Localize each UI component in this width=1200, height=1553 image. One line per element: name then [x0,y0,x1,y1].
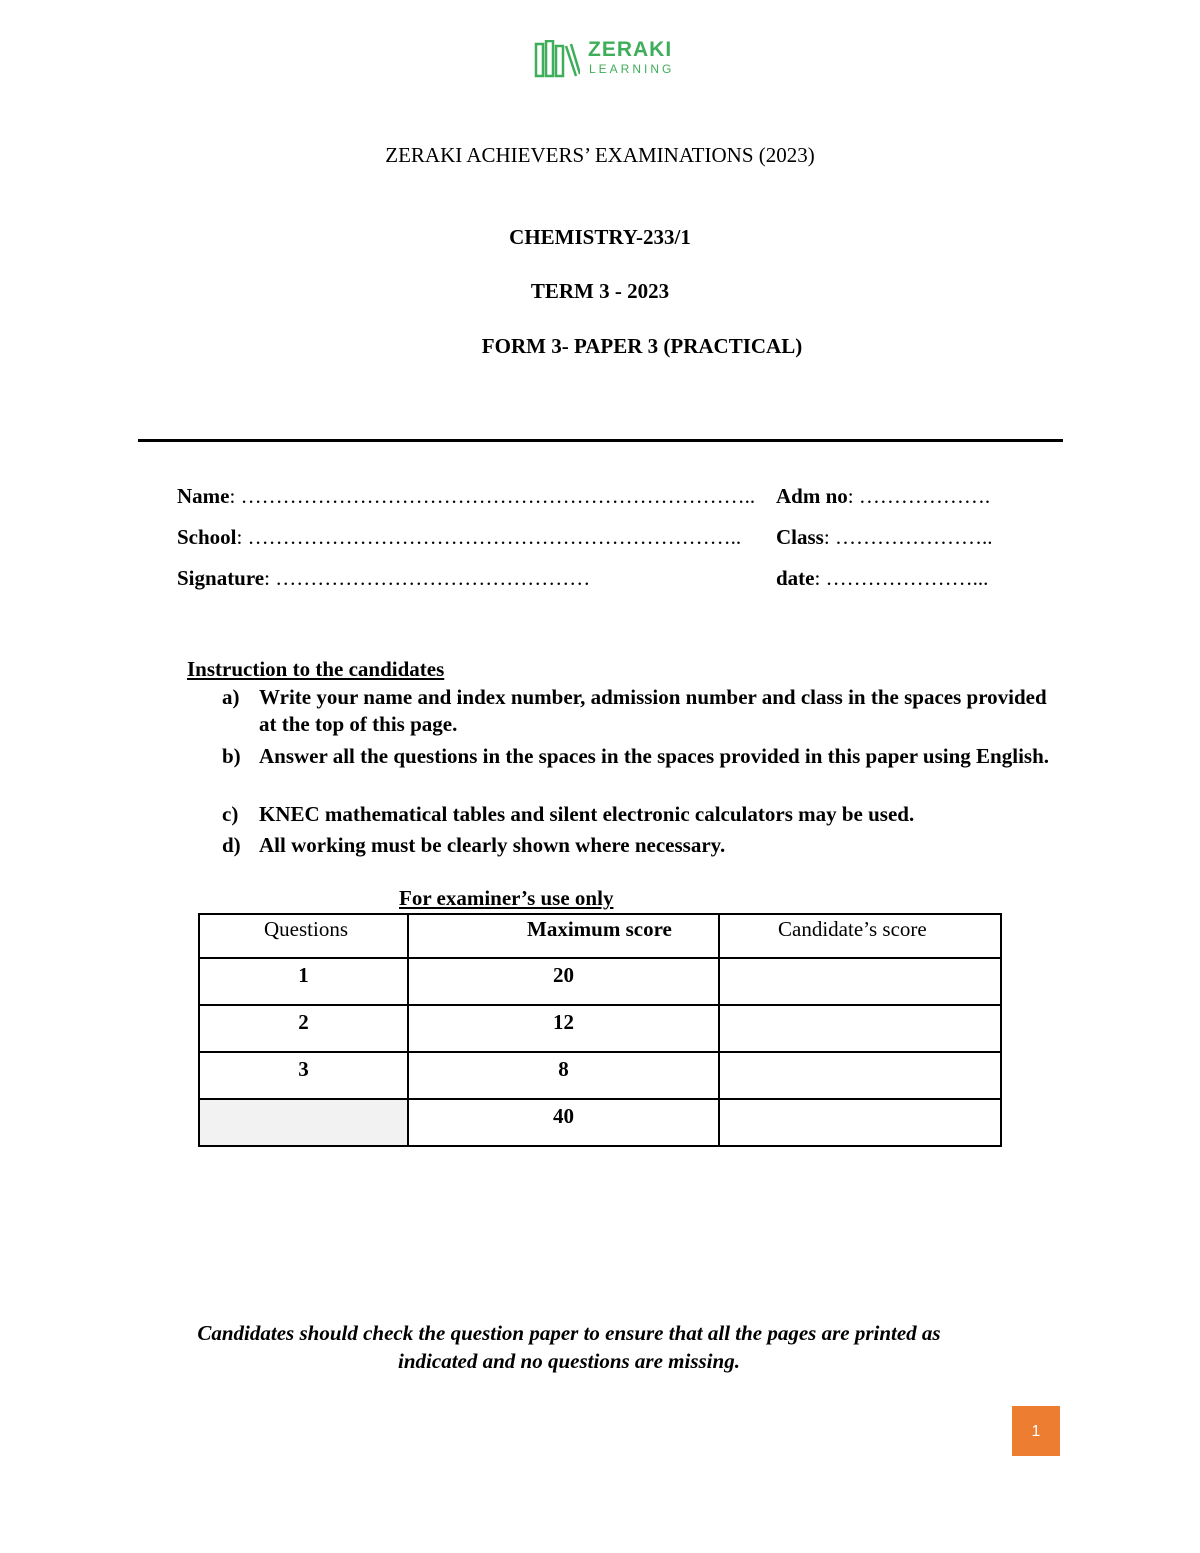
instruction-item [222,743,1067,799]
candidate-score-cell[interactable] [719,958,1001,1005]
instruction-text: All working must be clearly shown where necessary. [259,833,726,857]
name-label: Name [177,484,230,508]
subject-code: CHEMISTRY-233/1 [509,225,691,249]
instruction-label: a) [222,685,240,709]
logo-name: ZERAKI [588,38,673,61]
instruction-item [222,684,1067,740]
horizontal-rule [138,439,1063,442]
page-number: 1 [1012,1406,1060,1456]
score-table [198,913,1002,1147]
instruction-text: Answer all the questions in the spaces in the spaces provided in this paper using English. [259,744,1050,768]
question-cell: 1 [199,958,408,1005]
candidate-score-cell[interactable] [719,1052,1001,1099]
header-maximum-score: Maximum score [408,914,719,958]
table-row [199,958,1001,1005]
total-candidate-score-cell[interactable] [719,1099,1001,1146]
header-candidate-score: Candidate’s score [719,914,1001,958]
logo-subtitle: LEARNING [589,62,675,76]
signature-field[interactable] [177,566,590,591]
adm-label: Adm no [776,484,848,508]
name-blank: : ……………………………………………………………….. [229,484,756,508]
question-cell: 2 [199,1005,408,1052]
table-row [199,1052,1001,1099]
max-score-cell: 20 [408,958,719,1005]
max-score-cell: 8 [408,1052,719,1099]
instruction-label: c) [222,802,239,826]
books-icon [534,40,580,78]
instruction-item [222,832,1067,860]
term: TERM 3 - 2023 [530,279,670,303]
instruction-item [222,801,1067,829]
date-field[interactable] [776,566,988,591]
date-blank: : …………………... [814,566,989,590]
instruction-label: d) [222,833,241,857]
class-blank: : ………………….. [823,525,993,549]
instruction-text: KNEC mathematical tables and silent electronic calculators may be used. [259,802,915,826]
school-blank: : …………………………………………………………….. [236,525,742,549]
signature-blank: : ……………………………………… [264,566,591,590]
table-total-row [199,1099,1001,1146]
instruction-label: b) [222,744,241,768]
header-questions: Questions [199,914,408,958]
footer-note-line-1: Candidates should check the question paper to ensure that all the pages are printed as [197,1321,941,1345]
exam-title: ZERAKI ACHIEVERS’ EXAMINATIONS (2023) [385,143,815,167]
instruction-text: Write your name and index number, admission number and class in the spaces provided at the top of this page. [259,685,1047,736]
candidate-score-cell[interactable] [719,1005,1001,1052]
table-row [199,1005,1001,1052]
total-max-score-cell: 40 [408,1099,719,1146]
class-field[interactable] [776,525,992,550]
table-header-row [199,914,1001,958]
max-score-cell: 12 [408,1005,719,1052]
school-field[interactable] [177,525,741,550]
name-field[interactable] [177,484,755,509]
paper-title: FORM 3- PAPER 3 (PRACTICAL) [481,334,803,358]
question-cell: 3 [199,1052,408,1099]
date-label: date [776,566,815,590]
school-label: School [177,525,237,549]
signature-label: Signature [177,566,265,590]
footer-note-line-2: indicated and no questions are missing. [398,1349,740,1373]
adm-blank: : ………………. [847,484,991,508]
class-label: Class [776,525,824,549]
zeraki-logo [534,38,694,78]
examiner-use-title: For examiner’s use only [399,886,614,910]
total-label-cell [199,1099,408,1146]
instructions-title: Instruction to the candidates [187,657,445,681]
adm-no-field[interactable] [776,484,990,509]
